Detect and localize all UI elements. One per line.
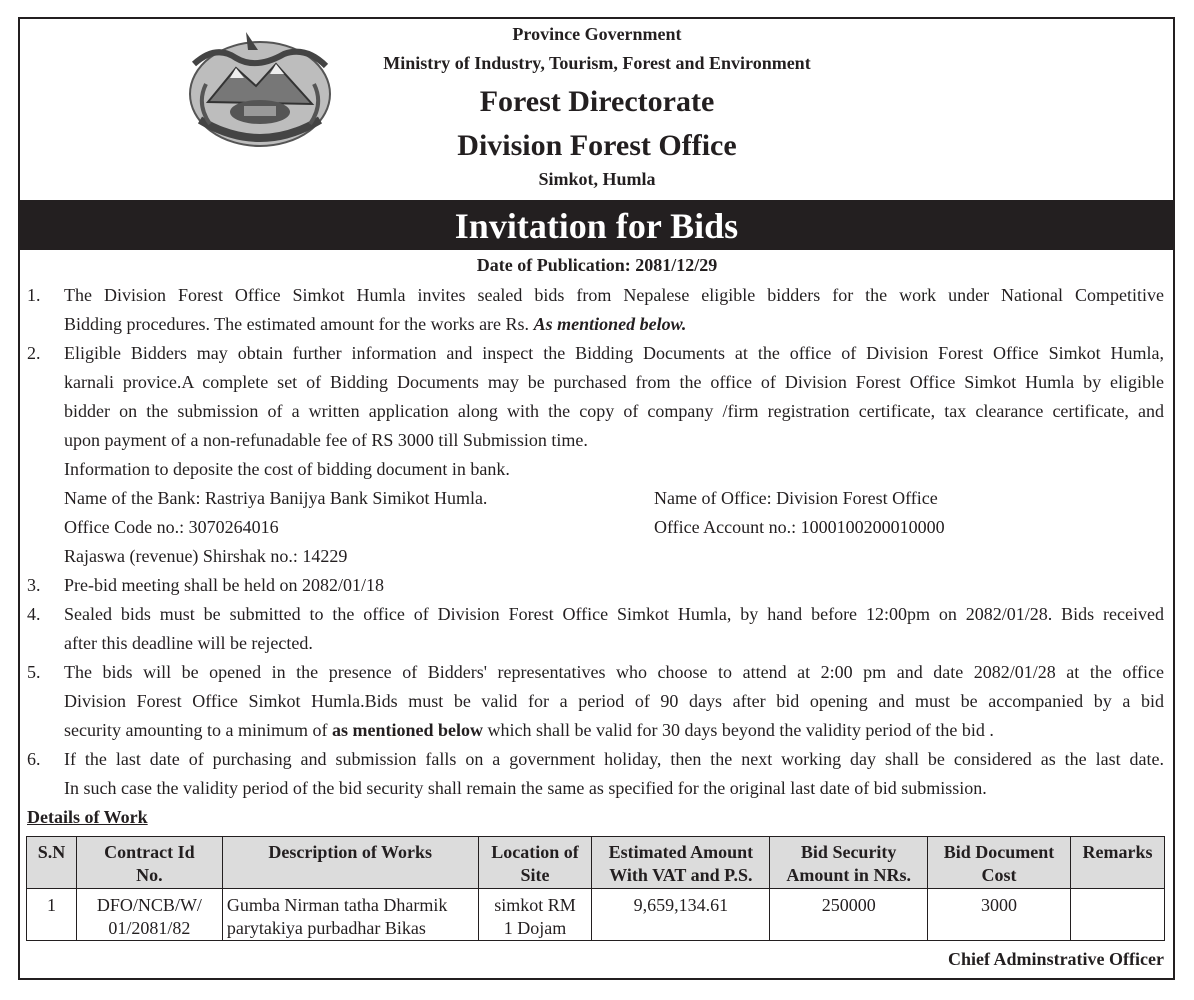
item-5-line-2: Division Forest Office Simkot Humla.Bids must be valid for a period of 90 days after bid opening and must be accompanied by a bid	[64, 691, 1164, 711]
cell-bid-document-cost: 3000	[928, 889, 1071, 941]
province-title: Province Government	[512, 24, 682, 44]
item-5-line-1: The bids will be opened in the presence of Bidders' representatives who choose to attend at 2:00 pm and date 2082/01/28 at the office	[64, 662, 1164, 682]
publication-date: Date of Publication: 2081/12/29	[476, 255, 718, 275]
cell-sn: 1	[27, 889, 77, 941]
header-sn: S.N	[27, 837, 77, 889]
item-6-line-2: In such case the validity period of the bid security shall remain the same as specified for the original last date of bid submission.	[64, 778, 987, 798]
location-title: Simkot, Humla	[538, 169, 656, 189]
cell-description: Gumba Nirman tatha Dharmik parytakiya purbadhar Bikas	[222, 889, 478, 941]
cell-remarks	[1070, 889, 1164, 941]
details-of-work-heading: Details of Work	[27, 807, 148, 827]
item-1-emphasis: As mentioned below.	[533, 314, 687, 334]
cell-estimated-amount: 9,659,134.61	[592, 889, 770, 941]
office-code: Office Code no.: 3070264016	[64, 517, 279, 537]
item-2-line-2: karnali provice.A complete set of Bidding Documents may be purchased from the office of Division Forest Office Simkot Humla by eligible	[64, 372, 1164, 392]
item-4-line-1: Sealed bids must be submitted to the office of Division Forest Office Simkot Humla, by hand before 12:00pm on 2082/01/28. Bids received	[64, 604, 1164, 624]
office-name: Name of Office: Division Forest Office	[654, 488, 938, 508]
item-2-line-4: upon payment of a non-refunadable fee of RS 3000 till Submission time.	[64, 430, 588, 450]
item-4-line-2: after this deadline will be rejected.	[64, 633, 313, 653]
cell-bid-security: 250000	[770, 889, 928, 941]
header-contract-id: Contract Id No.	[76, 837, 222, 889]
item-3-line-1: Pre-bid meeting shall be held on 2082/01/18	[64, 575, 384, 595]
table-header-row	[27, 837, 1165, 889]
invitation-banner: Invitation for Bids	[18, 200, 1175, 250]
item-number: 4.	[27, 604, 41, 624]
header-bid-document-cost: Bid Document Cost	[928, 837, 1071, 889]
item-number: 5.	[27, 662, 41, 682]
cell-contract-id: DFO/NCB/W/ 01/2081/82	[76, 889, 222, 941]
work-details-table	[26, 836, 1165, 941]
item-2-line-3: bidder on the submission of a written application along with the copy of company /firm registration certificate, tax clearance certificate, and	[64, 401, 1164, 421]
header-remarks: Remarks	[1070, 837, 1164, 889]
header-estimated-amount: Estimated Amount With VAT and P.S.	[592, 837, 770, 889]
table-row	[27, 889, 1165, 941]
item-1-line-1: The Division Forest Office Simkot Humla invites sealed bids from Nepalese eligible bidders for the work under National Competitive	[64, 285, 1164, 305]
office-title: Division Forest Office	[457, 129, 737, 162]
bank-name: Name of the Bank: Rastriya Banijya Bank Simikot Humla.	[64, 488, 488, 508]
item-number: 2.	[27, 343, 41, 363]
header-description: Description of Works	[222, 837, 478, 889]
signature-title: Chief Adminstrative Officer	[948, 949, 1164, 969]
item-6-line-1: If the last date of purchasing and submission falls on a government holiday, then the next working day shall be considered as the last date.	[64, 749, 1164, 769]
office-account: Office Account no.: 1000100200010000	[654, 517, 945, 537]
directorate-title: Forest Directorate	[479, 85, 715, 118]
cell-location: simkot RM 1 Dojam	[478, 889, 592, 941]
item-1-line-2: Bidding procedures. The estimated amount for the works are Rs. As mentioned below.	[64, 314, 687, 334]
item-5-emphasis: as mentioned below	[331, 720, 483, 740]
item-number: 3.	[27, 575, 41, 595]
header-location: Location of Site	[478, 837, 592, 889]
item-5-line-3: security amounting to a minimum of as mentioned below which shall be valid for 30 days beyond the validity period of the bid .	[64, 720, 994, 740]
item-number: 1.	[27, 285, 41, 305]
bank-info-intro: Information to deposite the cost of bidding document in bank.	[64, 459, 510, 479]
item-2-line-1: Eligible Bidders may obtain further information and inspect the Bidding Documents at the office of Division Forest Office Simkot Humla,	[64, 343, 1164, 363]
item-number: 6.	[27, 749, 41, 769]
rajaswa-number: Rajaswa (revenue) Shirshak no.: 14229	[64, 546, 348, 566]
ministry-title: Ministry of Industry, Tourism, Forest and Environment	[383, 53, 811, 73]
header-bid-security: Bid Security Amount in NRs.	[770, 837, 928, 889]
